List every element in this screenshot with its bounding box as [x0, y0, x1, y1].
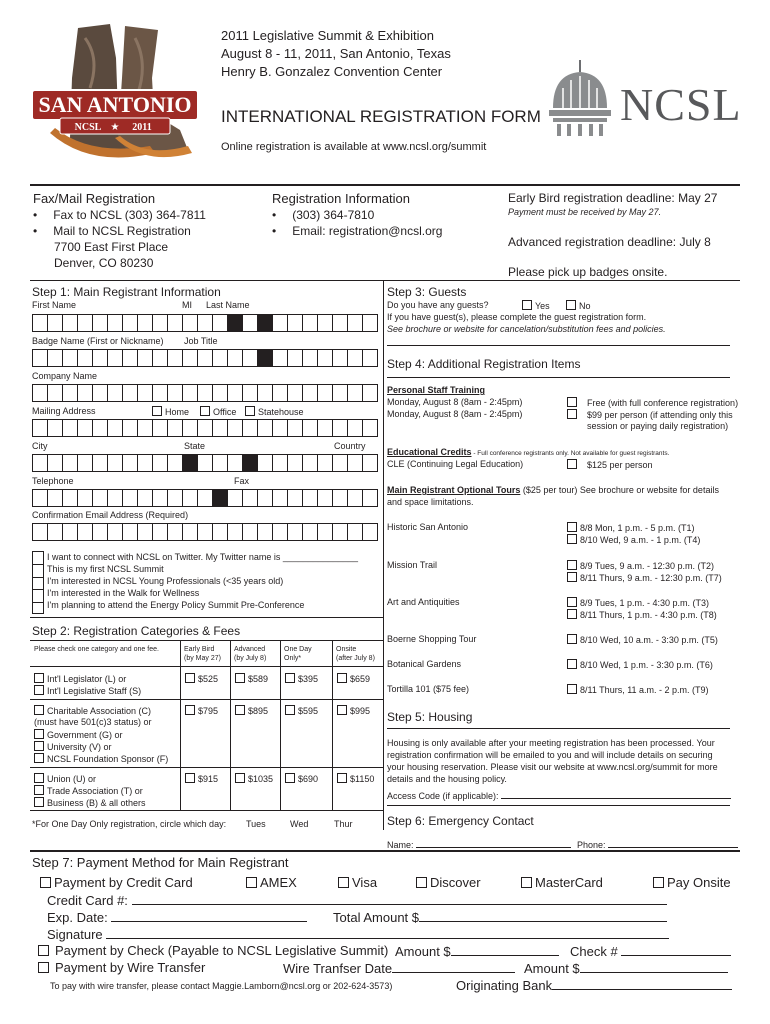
char-box[interactable] [303, 385, 318, 401]
char-box[interactable] [93, 315, 108, 331]
fee-advanced-legislator[interactable]: $589 [235, 673, 268, 684]
char-box[interactable] [138, 385, 153, 401]
char-box[interactable] [213, 315, 228, 331]
char-box[interactable] [183, 524, 198, 540]
char-box[interactable] [78, 524, 93, 540]
wire-amount-field[interactable]: Amount $ [524, 960, 728, 976]
char-box[interactable] [228, 420, 243, 436]
char-box[interactable] [258, 524, 273, 540]
char-box[interactable] [363, 455, 378, 471]
tour-art: Art and Antiquities [387, 597, 460, 607]
char-box[interactable] [108, 315, 123, 331]
company-name-field[interactable] [32, 384, 378, 402]
column-divider [383, 280, 384, 830]
char-box[interactable] [333, 385, 348, 401]
early-deadline: Early Bird registration deadline: May 27 [508, 191, 718, 205]
header-divider [30, 184, 740, 186]
category-foundation-sponsor[interactable]: NCSL Foundation Sponsor (F) [34, 753, 168, 764]
char-box[interactable] [288, 420, 303, 436]
advanced-deadline: Advanced registration deadline: July 8 [508, 235, 711, 249]
tour-t6-checkbox[interactable]: 8/10 Wed, 1 p.m. - 3:30 p.m. (T6) [567, 659, 713, 670]
char-box[interactable] [63, 490, 78, 506]
char-box[interactable] [78, 420, 93, 436]
char-box[interactable] [333, 315, 348, 331]
svg-text:2011: 2011 [132, 122, 152, 133]
char-box[interactable] [63, 350, 78, 366]
char-box[interactable] [138, 420, 153, 436]
char-box[interactable] [288, 350, 303, 366]
tour-boerne: Boerne Shopping Tour [387, 634, 477, 644]
char-box[interactable] [168, 420, 183, 436]
home-checkbox[interactable]: Home [152, 406, 189, 417]
fee-oneday-legislator[interactable]: $395 [285, 673, 318, 684]
char-box[interactable] [288, 385, 303, 401]
char-box[interactable] [183, 420, 198, 436]
char-box[interactable] [183, 315, 198, 331]
char-box[interactable] [303, 524, 318, 540]
char-box[interactable] [273, 315, 288, 331]
tour-t8-checkbox[interactable]: 8/11 Thurs, 1 p.m. - 4:30 p.m. (T8) [567, 609, 717, 620]
char-box[interactable] [168, 315, 183, 331]
emergency-name-field[interactable]: Name: [387, 835, 571, 850]
char-box[interactable] [213, 524, 228, 540]
tour-t5-checkbox[interactable]: 8/10 Wed, 10 a.m. - 3:30 p.m. (T5) [567, 634, 718, 645]
char-box[interactable] [198, 490, 213, 506]
char-box[interactable] [183, 490, 198, 506]
char-box[interactable] [348, 385, 363, 401]
char-box[interactable] [318, 490, 333, 506]
char-box[interactable] [123, 490, 138, 506]
char-box[interactable] [138, 315, 153, 331]
statehouse-checkbox[interactable]: Statehouse [245, 406, 304, 417]
char-box[interactable] [303, 490, 318, 506]
char-box[interactable] [348, 350, 363, 366]
char-box[interactable] [183, 385, 198, 401]
char-box[interactable] [348, 420, 363, 436]
char-box[interactable] [93, 420, 108, 436]
char-box[interactable] [363, 524, 378, 540]
fee-onsite-union[interactable]: $1150 [337, 773, 374, 784]
char-box[interactable] [243, 524, 258, 540]
wire-date-field[interactable]: Wire Tranfser Date [283, 960, 515, 976]
step7-title: Step 7: Payment Method for Main Registrant [32, 855, 289, 870]
fee-early-legislator[interactable]: $525 [185, 673, 218, 684]
day-thur[interactable]: Thur [334, 819, 353, 829]
fee-advanced-union[interactable]: $1035 [235, 773, 273, 784]
category-business[interactable]: Business (B) & all others [34, 797, 146, 808]
amex-checkbox[interactable]: AMEX [246, 875, 297, 890]
confirmation-email-field[interactable] [32, 523, 378, 541]
tour-t7-checkbox[interactable]: 8/11 Thurs, 9 a.m. - 12:30 p.m. (T7) [567, 572, 722, 583]
reg-info-title: Registration Information [272, 191, 411, 206]
fax-item: • Fax to NCSL (303) 364-7811 [33, 208, 206, 222]
ncsl-wordmark: NCSL [620, 79, 742, 130]
char-box[interactable] [213, 385, 228, 401]
tour-t4-checkbox[interactable]: 8/10 Wed, 9 a.m. - 1 p.m. (T4) [567, 534, 700, 545]
char-box[interactable] [348, 490, 363, 506]
address-line2: Denver, CO 80230 [54, 256, 154, 270]
guests-yes-checkbox[interactable]: Yes [522, 300, 550, 311]
char-box[interactable] [288, 490, 303, 506]
reg-phone: • (303) 364-7810 [272, 208, 375, 222]
char-box[interactable] [168, 350, 183, 366]
char-box[interactable] [258, 350, 273, 366]
char-box[interactable] [123, 350, 138, 366]
char-box[interactable] [198, 350, 213, 366]
category-government[interactable]: Government (G) or [34, 729, 123, 740]
char-box[interactable] [318, 455, 333, 471]
fee-onsite-charitable[interactable]: $995 [337, 705, 370, 716]
char-box[interactable] [333, 455, 348, 471]
char-box[interactable] [333, 490, 348, 506]
char-box[interactable] [243, 350, 258, 366]
char-box[interactable] [228, 350, 243, 366]
category-charitable[interactable]: Charitable Association (C) [34, 705, 151, 716]
char-box[interactable] [153, 490, 168, 506]
char-box[interactable] [363, 350, 378, 366]
char-box[interactable] [123, 524, 138, 540]
tour-tortilla: Tortilla 101 ($75 fee) [387, 684, 470, 694]
char-box[interactable] [318, 524, 333, 540]
char-box[interactable] [63, 385, 78, 401]
char-box[interactable] [168, 455, 183, 471]
tour-t3-checkbox[interactable]: 8/9 Tues, 1 p.m. - 4:30 p.m. (T3) [567, 597, 709, 608]
mailing-address-field[interactable] [32, 419, 378, 437]
char-box[interactable] [93, 350, 108, 366]
originating-bank-field[interactable]: Originating Bank [456, 977, 732, 993]
char-box[interactable] [168, 524, 183, 540]
char-box[interactable] [258, 490, 273, 506]
step4-title: Step 4: Additional Registration Items [387, 357, 581, 371]
check-number-field[interactable]: Check # [570, 943, 731, 959]
char-box[interactable] [48, 350, 63, 366]
exp-date-field[interactable]: Exp. Date: [47, 909, 307, 925]
char-box[interactable] [48, 315, 63, 331]
pay-wire-checkbox[interactable]: Payment by Wire Transfer [38, 960, 205, 975]
char-box[interactable] [213, 490, 228, 506]
wellness-option: I'm interested in the Walk for Wellness [47, 588, 200, 598]
char-box[interactable] [78, 385, 93, 401]
char-box[interactable] [123, 385, 138, 401]
char-box[interactable] [93, 385, 108, 401]
day-wed[interactable]: Wed [290, 819, 309, 829]
telephone-fax-field[interactable] [32, 489, 378, 507]
char-box[interactable] [243, 420, 258, 436]
young-professionals-option: I'm interested in NCSL Young Professionals (<35 years old) [47, 576, 284, 586]
char-box[interactable] [348, 315, 363, 331]
category-union[interactable]: Union (U) or [34, 773, 96, 784]
char-box[interactable] [228, 385, 243, 401]
char-box[interactable] [153, 420, 168, 436]
char-box[interactable] [348, 455, 363, 471]
char-box[interactable] [198, 420, 213, 436]
event-dates: August 8 - 11, 2011, San Antonio, Texas [221, 46, 451, 61]
char-box[interactable] [108, 490, 123, 506]
char-box[interactable] [303, 420, 318, 436]
fee-advanced-charitable[interactable]: $895 [235, 705, 268, 716]
wire-note: To pay with wire transfer, please contact Maggie.Lamborn@ncsl.org or 202-624-3573) [50, 981, 393, 991]
char-box[interactable] [273, 385, 288, 401]
energy-summit-option: I'm planning to attend the Energy Policy Summit Pre-Conference [47, 600, 305, 610]
total-amount-field[interactable]: Total Amount $ [333, 909, 667, 925]
char-box[interactable] [168, 385, 183, 401]
char-box[interactable] [228, 490, 243, 506]
fax-mail-title: Fax/Mail Registration [33, 191, 156, 206]
reg-email: • Email: registration@ncsl.org [272, 224, 443, 238]
char-box[interactable] [258, 420, 273, 436]
access-code-field[interactable]: Access Code (if applicable): [387, 786, 731, 801]
tour-t1-checkbox[interactable]: 8/8 Mon, 1 p.m. - 5 p.m. (T1) [567, 522, 695, 533]
pst-free-checkbox[interactable]: Free (with full conference registration) [567, 397, 738, 408]
char-box[interactable] [183, 455, 198, 471]
char-box[interactable] [228, 524, 243, 540]
char-box[interactable] [153, 315, 168, 331]
char-box[interactable] [63, 524, 78, 540]
char-box[interactable] [63, 315, 78, 331]
fee-oneday-union[interactable]: $690 [285, 773, 318, 784]
early-note: Payment must be received by May 27. [508, 207, 662, 217]
ncsl-capitol-icon [545, 58, 615, 138]
mastercard-checkbox[interactable]: MasterCard [521, 875, 603, 890]
step2-title: Step 2: Registration Categories & Fees [32, 624, 241, 638]
char-box[interactable] [258, 315, 273, 331]
char-box[interactable] [363, 420, 378, 436]
char-box[interactable] [123, 420, 138, 436]
char-box[interactable] [198, 455, 213, 471]
first-mi-last-name-field[interactable] [32, 314, 378, 332]
char-box[interactable] [123, 455, 138, 471]
options-checkbox-column[interactable] [32, 551, 44, 614]
fee-early-union[interactable]: $915 [185, 773, 218, 784]
char-box[interactable] [198, 385, 213, 401]
char-box[interactable] [258, 385, 273, 401]
char-box[interactable] [33, 455, 48, 471]
char-box[interactable] [108, 350, 123, 366]
char-box[interactable] [333, 420, 348, 436]
char-box[interactable] [318, 420, 333, 436]
svg-text:NCSL: NCSL [74, 122, 102, 133]
event-title: 2011 Legislative Summit & Exhibition [221, 28, 434, 43]
step3-title: Step 3: Guests [387, 285, 467, 299]
char-box[interactable] [78, 455, 93, 471]
day-tues[interactable]: Tues [246, 819, 266, 829]
pay-credit-card-checkbox[interactable]: Payment by Credit Card [40, 875, 193, 890]
guests-no-checkbox[interactable]: No [566, 300, 591, 311]
char-box[interactable] [228, 455, 243, 471]
san-antonio-logo [30, 18, 200, 168]
char-box[interactable] [333, 350, 348, 366]
visa-checkbox[interactable]: Visa [338, 875, 377, 890]
tour-historic: Historic San Antonio [387, 522, 469, 532]
char-box[interactable] [33, 524, 48, 540]
char-box[interactable] [288, 524, 303, 540]
oneday-note: *For One Day Only registration, circle which day: [32, 819, 227, 829]
tour-mission: Mission Trail [387, 560, 438, 570]
char-box[interactable] [228, 315, 243, 331]
char-box[interactable] [78, 350, 93, 366]
badge-job-title-field[interactable] [32, 349, 378, 367]
char-box[interactable] [63, 455, 78, 471]
char-box[interactable] [303, 455, 318, 471]
cle-checkbox[interactable]: $125 per person [567, 459, 653, 470]
char-box[interactable] [213, 420, 228, 436]
char-box[interactable] [243, 455, 258, 471]
fee-oneday-charitable[interactable]: $595 [285, 705, 318, 716]
char-box[interactable] [48, 385, 63, 401]
char-box[interactable] [153, 455, 168, 471]
tour-t9-checkbox[interactable]: 8/11 Thurs, 11 a.m. - 2 p.m. (T9) [567, 684, 709, 695]
logo-city-text: SAN ANTONIO [38, 92, 192, 117]
online-note: Online registration is available at www.ncsl.org/summit [221, 141, 487, 153]
tour-t2-checkbox[interactable]: 8/9 Tues, 9 a.m. - 12:30 p.m. (T2) [567, 560, 714, 571]
char-box[interactable] [33, 315, 48, 331]
char-box[interactable] [33, 490, 48, 506]
char-box[interactable] [108, 455, 123, 471]
category-legislator[interactable]: Int'l Legislator (L) or [34, 673, 126, 684]
char-box[interactable] [288, 455, 303, 471]
char-box[interactable] [198, 315, 213, 331]
char-box[interactable] [273, 420, 288, 436]
pay-check-checkbox[interactable]: Payment by Check (Payable to NCSL Legislative Summit) [38, 943, 388, 958]
check-amount-field[interactable]: Amount $ [395, 943, 559, 959]
char-box[interactable] [318, 385, 333, 401]
char-box[interactable] [48, 490, 63, 506]
char-box[interactable] [273, 350, 288, 366]
char-box[interactable] [318, 315, 333, 331]
char-box[interactable] [183, 350, 198, 366]
char-box[interactable] [243, 315, 258, 331]
char-box[interactable] [258, 455, 273, 471]
office-checkbox[interactable]: Office [200, 406, 236, 417]
char-box[interactable] [168, 490, 183, 506]
city-state-country-field[interactable] [32, 454, 378, 472]
char-box[interactable] [243, 385, 258, 401]
char-box[interactable] [123, 315, 138, 331]
twitter-option: I want to connect with NCSL on Twitter. My Twitter name is _______________ [47, 552, 359, 562]
char-box[interactable] [153, 350, 168, 366]
char-box[interactable] [273, 524, 288, 540]
step6-title: Step 6: Emergency Contact [387, 814, 534, 828]
char-box[interactable] [243, 490, 258, 506]
fee-onsite-legislator[interactable]: $659 [337, 673, 370, 684]
address-line1: 7700 East First Place [54, 240, 169, 254]
char-box[interactable] [48, 524, 63, 540]
char-box[interactable] [63, 420, 78, 436]
char-box[interactable] [363, 385, 378, 401]
char-box[interactable] [108, 420, 123, 436]
form-title: INTERNATIONAL REGISTRATION FORM [221, 107, 541, 126]
svg-text:★: ★ [110, 122, 120, 133]
pay-onsite-checkbox[interactable]: Pay Onsite [653, 875, 731, 890]
char-box[interactable] [33, 350, 48, 366]
char-box[interactable] [108, 524, 123, 540]
char-box[interactable] [93, 455, 108, 471]
char-box[interactable] [273, 490, 288, 506]
pst-paid-checkbox[interactable]: $99 per person (if attending only this [567, 409, 733, 420]
step1-title: Step 1: Main Registrant Information [32, 285, 221, 299]
char-box[interactable] [213, 455, 228, 471]
char-box[interactable] [138, 524, 153, 540]
badge-note: Please pick up badges onsite. [508, 265, 668, 279]
char-box[interactable] [303, 350, 318, 366]
category-trade-association[interactable]: Trade Association (T) or [34, 785, 143, 796]
char-box[interactable] [138, 455, 153, 471]
char-box[interactable] [33, 420, 48, 436]
char-box[interactable] [363, 315, 378, 331]
char-box[interactable] [288, 315, 303, 331]
char-box[interactable] [153, 524, 168, 540]
char-box[interactable] [198, 524, 213, 540]
mail-item: • Mail to NCSL Registration [33, 224, 191, 238]
signature-field[interactable]: Signature [47, 926, 669, 942]
char-box[interactable] [273, 455, 288, 471]
char-box[interactable] [138, 350, 153, 366]
credit-card-number-field[interactable]: Credit Card #: [47, 892, 667, 908]
char-box[interactable] [318, 350, 333, 366]
char-box[interactable] [348, 524, 363, 540]
char-box[interactable] [153, 385, 168, 401]
category-legislative-staff[interactable]: Int'l Legislative Staff (S) [34, 685, 141, 696]
char-box[interactable] [138, 490, 153, 506]
char-box[interactable] [363, 490, 378, 506]
discover-checkbox[interactable]: Discover [416, 875, 481, 890]
event-venue: Henry B. Gonzalez Convention Center [221, 64, 443, 79]
char-box[interactable] [48, 455, 63, 471]
emergency-phone-field[interactable]: Phone: [577, 835, 738, 850]
step5-title: Step 5: Housing [387, 710, 473, 724]
fee-early-charitable[interactable]: $795 [185, 705, 218, 716]
char-box[interactable] [93, 524, 108, 540]
char-box[interactable] [213, 350, 228, 366]
char-box[interactable] [303, 315, 318, 331]
char-box[interactable] [78, 315, 93, 331]
char-box[interactable] [93, 490, 108, 506]
category-university[interactable]: University (V) or [34, 741, 112, 752]
char-box[interactable] [48, 420, 63, 436]
char-box[interactable] [108, 385, 123, 401]
char-box[interactable] [333, 524, 348, 540]
first-summit-option: This is my first NCSL Summit [47, 564, 164, 574]
char-box[interactable] [78, 490, 93, 506]
char-box[interactable] [33, 385, 48, 401]
tour-botanical: Botanical Gardens [387, 659, 462, 669]
